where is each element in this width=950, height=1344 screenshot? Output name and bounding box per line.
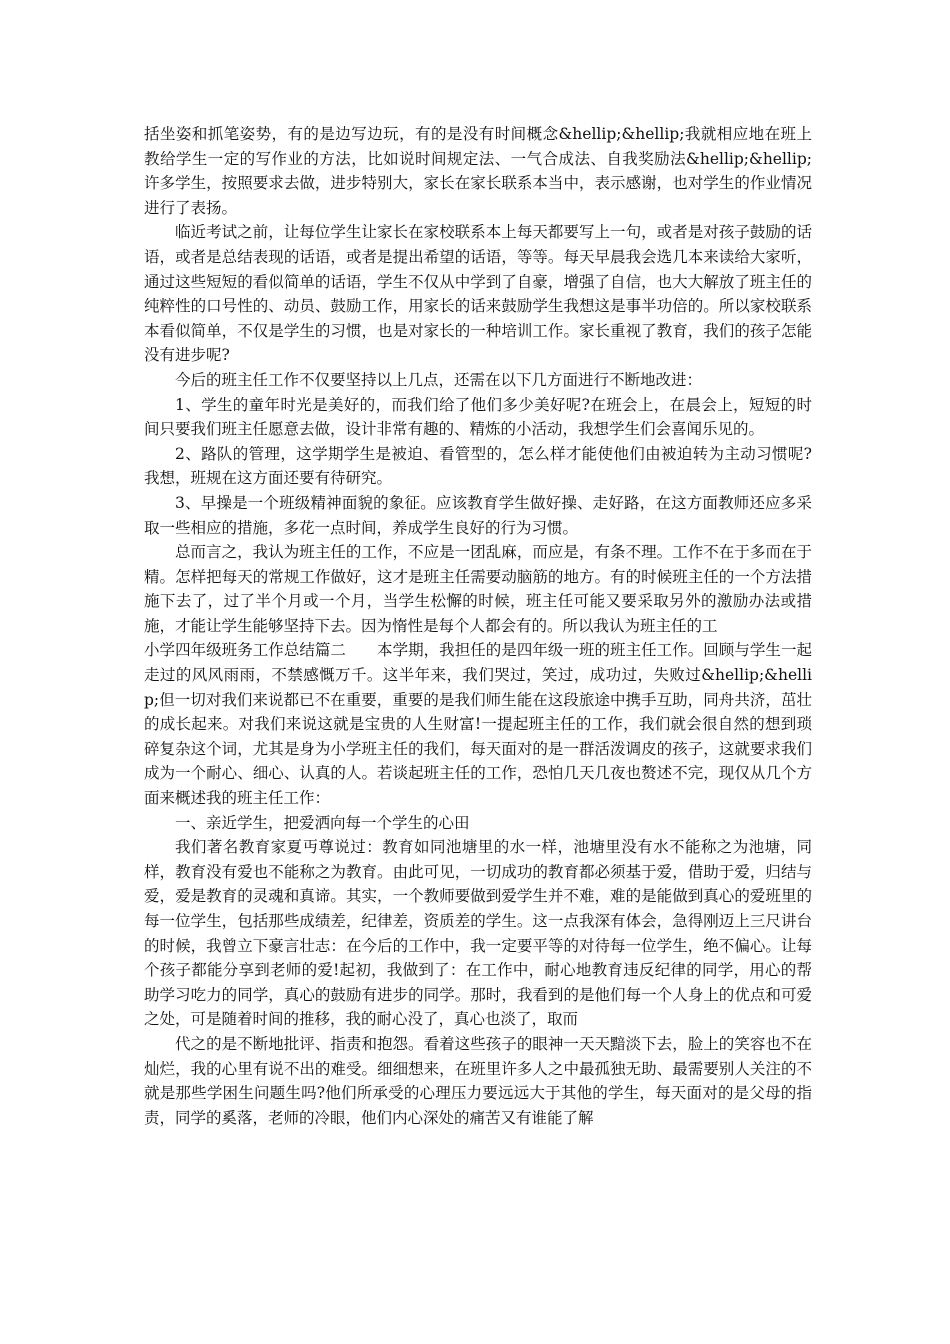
paragraph-4: 1、学生的童年时光是美好的，而我们给了他们多少美好呢?在班会上，在晨会上，短短的时间只要我们班主任愿意去做，设计非常有趣的、精炼的小活动，我想学生们会喜闻乐见的。 xyxy=(144,395,812,439)
document-page xyxy=(144,122,812,1130)
paragraph-9: 我们著名教育家夏丏尊说过：教育如同池塘里的水一样，池塘里没有水不能称之为池塘，同样，教育没有爱也不能称之为教育。由此可见，一切成功的教育都必须基于爱，借助于爱，归结与爱，爱是教育的灵魂和真谛。其实，一个教师要做到爱学生并不难，难的是能做到真心的爱班里的每一位学生，包括那些成绩差，纪律差，资质差的学生。这一点我深有体会，急得刚迈上三尺讲台的时候，我曾立下豪言壮志：在今后的工作中，我一定要平等的对待每一位学生，绝不偏心。让每个孩子都能分享到老师的爱!起初，我做到了：在工作中，耐心地教育违反纪律的同学，用心的帮助学习吃力的同学，真心的鼓励有进步的同学。那时，我看到的是他们每一个人身上的优点和可爱之处，可是随着时间的推移，我的耐心没了，真心也淡了，取而 xyxy=(144,838,812,1029)
paragraph-2: 临近考试之前，让每位学生让家长在家校联系本上每天都要写上一句，或者是对孩子鼓励的话语，或者是总结表现的话语，或者是提出希望的话语，等等。每天早晨我会选几本来读给大家听，通过这些短短的看似简单的话语，学生不仅从中学到了自豪，增强了自信，也大大解放了班主任的纯粹性的口号性的、动员、鼓励工作，用家长的话来鼓励学生我想这是事半功倍的。所以家校联系本看似简单，不仅是学生的习惯，也是对家长的一种培训工作。家长重视了教育，我们的孩子怎能没有进步呢? xyxy=(144,223,812,365)
paragraph-3: 今后的班主任工作不仅要坚持以上几点，还需在以下几方面进行不断地改进： xyxy=(175,370,703,389)
paragraph-7: 总而言之，我认为班主任的工作，不应是一团乱麻，而应是，有条不理。工作不在于多而在于精。怎样把每天的常规工作做好，这才是班主任需要动脑筋的地方。有的时候班主任的一个方法措施下去了，过了半个月或一个月，当学生松懈的时候，班主任可能又要采取另外的激励办法或措施，才能让学生能够坚持下去。因为惰性是每个人都会有的。所以我认为班主任的工 xyxy=(144,543,812,635)
section-heading: 一、亲近学生，把爱洒向每一个学生的心田 xyxy=(175,813,470,832)
paragraph-1: 括坐姿和抓笔姿势，有的是边写边玩，有的是没有时间概念&hellip;&hellip;我就相应地在班上教给学生一定的写作业的方法，比如说时间规定法、一气合成法、自我奖励法&hellip;&hellip;许多学生，按照要求去做，进步特别大，家长在家长联系本当中，表示感谢，也对学生的作业情况进行了表扬。 xyxy=(144,125,812,217)
paragraph-8: 小学四年级班务工作总结篇二 本学期，我担任的是四年级一班的班主任工作。回顾与学生一起走过的风风雨雨，不禁感慨万千。这半年来，我们哭过，笑过，成功过，失败过&hellip;&hellip;但一切对我们来说都已不在重要，重要的是我们师生能在这段旅途中携手互助，同舟共济，茁壮的成长起来。对我们来说这就是宝贵的人生财富!一提起班主任的工作，我们就会很自然的想到琐碎复杂这个词，尤其是身为小学班主任的我们，每天面对的是一群活泼调皮的孩子，这就要求我们成为一个耐心、细心、认真的人。若谈起班主任的工作，恐怕几天几夜也赘述不完，现仅从几个方面来概述我的班主任工作： xyxy=(144,641,812,808)
paragraph-6: 3、早操是一个班级精神面貌的象征。应该教育学生做好操、走好路，在这方面教师还应多采取一些相应的措施，多花一点时间，养成学生良好的行为习惯。 xyxy=(144,493,812,537)
paragraph-10: 代之的是不断地批评、指责和抱怨。看着这些孩子的眼神一天天黯淡下去，脸上的笑容也不在灿烂，我的心里有说不出的难受。细细想来，在班里许多人之中最孤独无助、最需要别人关注的不就是那些学困生问题生吗?他们所承受的心理压力要远远大于其他的学生，每天面对的是父母的指责，同学的奚落，老师的冷眼，他们内心深处的痛苦又有谁能了解 xyxy=(144,1034,812,1127)
paragraph-5: 2、路队的管理，这学期学生是被迫、看管型的，怎么样才能使他们由被迫转为主动习惯呢?我想，班规在这方面还要有待研究。 xyxy=(144,444,812,488)
